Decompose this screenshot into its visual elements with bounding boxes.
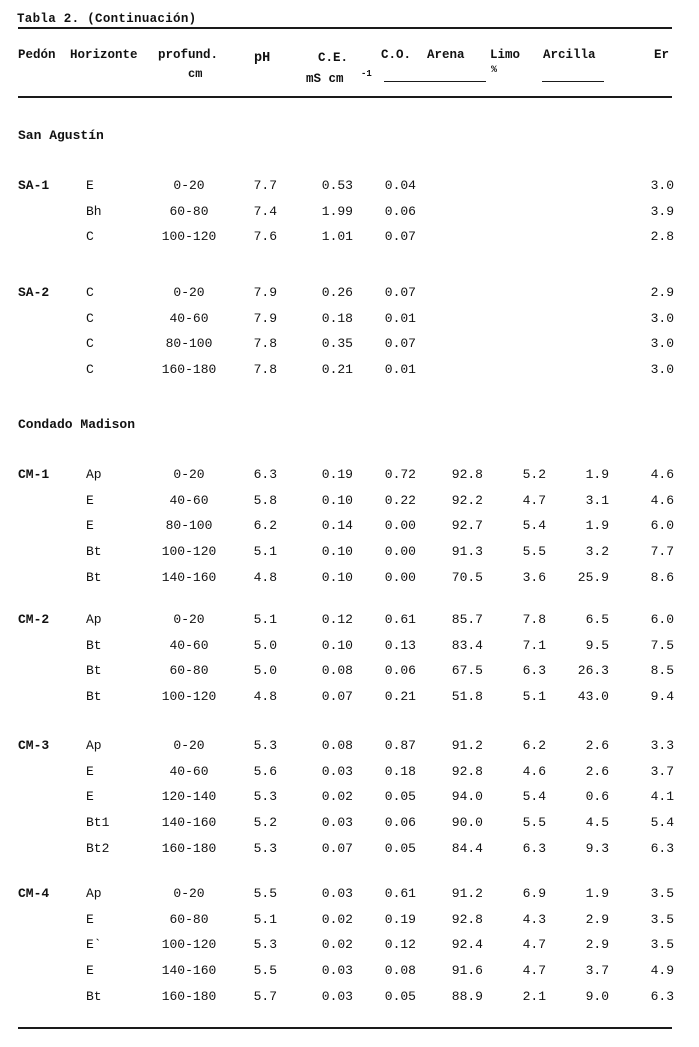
- cell-er: 2.8: [650, 229, 674, 245]
- cell-ce: 0.03: [321, 815, 353, 831]
- pedon-id: CM-2: [18, 612, 50, 627]
- cell-profund-text: 80-100: [165, 336, 213, 352]
- cell-co: 0.05: [384, 840, 416, 856]
- cell-ph: 5.3: [253, 840, 277, 856]
- table-row: [0, 638, 699, 658]
- cell-ce: 0.02: [321, 911, 353, 927]
- cell-horizonte: Bt: [86, 637, 102, 653]
- table-row: [0, 612, 699, 632]
- header-ce: C.E.: [318, 51, 349, 65]
- top-rule: [18, 27, 672, 29]
- cell-er: 7.5: [650, 637, 674, 653]
- cell-horizonte: Ap: [86, 612, 102, 627]
- cell-limo: 5.1: [522, 689, 546, 705]
- cell-co: 0.12: [384, 937, 416, 953]
- cell-profund-text: 120-140: [161, 789, 217, 805]
- cell-ce: 0.18: [321, 310, 353, 326]
- cell-ph: 5.3: [253, 937, 277, 953]
- cell-co: 0.22: [384, 492, 416, 508]
- cell-co: 0.05: [384, 789, 416, 805]
- cell-er: 3.0: [650, 362, 674, 378]
- cell-co: 0.00: [384, 518, 416, 534]
- cell-ce: 1.01: [321, 229, 353, 245]
- cell-profund-text: 40-60: [169, 763, 209, 779]
- header-arena: Arena: [427, 48, 465, 62]
- table-row: [0, 663, 699, 683]
- table-row: [0, 841, 699, 861]
- cell-ce: 0.10: [321, 492, 353, 508]
- header-horizonte: Horizonte: [70, 48, 138, 62]
- cell-horizonte: Bt: [86, 663, 102, 679]
- cell-ph: 5.8: [253, 492, 277, 508]
- cell-arcilla: 9.3: [585, 840, 609, 856]
- cell-ph: 5.2: [253, 815, 277, 831]
- cell-arcilla: 3.1: [585, 492, 609, 508]
- table-row: [0, 204, 699, 224]
- cell-horizonte: E: [86, 789, 94, 805]
- table-row: [0, 738, 699, 758]
- cell-profund-text: 0-20: [173, 178, 205, 193]
- cell-limo: 4.7: [522, 492, 546, 508]
- cell-arena: 51.8: [451, 689, 483, 705]
- header-percent: %: [491, 65, 498, 76]
- cell-arena: 91.6: [451, 963, 483, 979]
- cell-ph: 5.0: [253, 637, 277, 653]
- cell-profund-text: 100-120: [161, 544, 217, 560]
- cell-co: 0.07: [384, 285, 416, 300]
- cell-horizonte: E`: [86, 937, 102, 953]
- table-row: [0, 285, 699, 305]
- cell-er: 5.4: [650, 815, 674, 831]
- cell-horizonte: Bt: [86, 569, 102, 585]
- cell-er: 2.9: [650, 285, 674, 300]
- cell-ce: 0.10: [321, 544, 353, 560]
- cell-co: 0.06: [384, 203, 416, 219]
- cell-ce: 0.07: [321, 840, 353, 856]
- table-row: [0, 178, 699, 198]
- table-row: [0, 689, 699, 709]
- cell-co: 0.61: [384, 612, 416, 627]
- cell-co: 0.04: [384, 178, 416, 193]
- cell-ph: 4.8: [253, 689, 277, 705]
- cell-ce: 0.21: [321, 362, 353, 378]
- cell-ph: 5.6: [253, 763, 277, 779]
- cell-co: 0.05: [384, 988, 416, 1004]
- table-row: [0, 493, 699, 513]
- bottom-rule: [18, 1027, 672, 1029]
- cell-ce: 0.03: [321, 886, 353, 901]
- cell-arena: 92.4: [451, 937, 483, 953]
- cell-ce: 0.14: [321, 518, 353, 534]
- table-row: [0, 229, 699, 249]
- cell-profund-text: 0-20: [173, 738, 205, 753]
- table-title: Tabla 2. (Continuación): [17, 12, 197, 26]
- cell-profund-text: 100-120: [161, 229, 217, 245]
- table-row: [0, 886, 699, 906]
- table-row: [0, 467, 699, 487]
- cell-arena: 83.4: [451, 637, 483, 653]
- cell-horizonte: Ap: [86, 467, 102, 482]
- cell-co: 0.08: [384, 963, 416, 979]
- cell-ph: 4.8: [253, 569, 277, 585]
- cell-ce: 0.12: [321, 612, 353, 627]
- cell-horizonte: C: [86, 285, 94, 300]
- cell-horizonte: Bt: [86, 689, 102, 705]
- cell-limo: 5.4: [522, 789, 546, 805]
- cell-horizonte: Bh: [86, 203, 102, 219]
- cell-er: 3.5: [650, 937, 674, 953]
- cell-ph: 7.6: [253, 229, 277, 245]
- section-title-san-agustin: San Agustín: [18, 128, 104, 143]
- cell-profund-text: 60-80: [169, 911, 209, 927]
- cell-arcilla: 3.2: [585, 544, 609, 560]
- cell-profund-text: 60-80: [169, 203, 209, 219]
- cell-er: 4.1: [650, 789, 674, 805]
- cell-ph: 5.5: [253, 886, 277, 901]
- cell-ce: 0.03: [321, 988, 353, 1004]
- percent-underline-right: [542, 81, 604, 82]
- cell-er: 3.0: [650, 310, 674, 326]
- header-er: Er: [654, 48, 670, 62]
- cell-ce: 0.03: [321, 963, 353, 979]
- cell-profund-text: 40-60: [169, 637, 209, 653]
- cell-ph: 5.1: [253, 911, 277, 927]
- cell-ph: 7.7: [253, 178, 277, 193]
- cell-horizonte: C: [86, 229, 94, 245]
- cell-arcilla: 2.9: [585, 937, 609, 953]
- cell-ce: 0.53: [321, 178, 353, 193]
- cell-ph: 6.2: [253, 518, 277, 534]
- cell-horizonte: Ap: [86, 886, 102, 901]
- cell-limo: 7.1: [522, 637, 546, 653]
- cell-er: 4.6: [650, 492, 674, 508]
- cell-horizonte: E: [86, 492, 94, 508]
- cell-arena: 85.7: [451, 612, 483, 627]
- cell-profund-text: 160-180: [161, 988, 217, 1004]
- cell-er: 9.4: [650, 689, 674, 705]
- cell-co: 0.72: [384, 467, 416, 482]
- cell-arena: 70.5: [451, 569, 483, 585]
- pedon-id: CM-4: [18, 886, 50, 901]
- cell-co: 0.87: [384, 738, 416, 753]
- cell-profund-text: 160-180: [161, 362, 217, 378]
- cell-horizonte: Bt: [86, 544, 102, 560]
- cell-arena: 84.4: [451, 840, 483, 856]
- cell-ce: 0.08: [321, 738, 353, 753]
- header-ce-exponent: -1: [361, 69, 372, 79]
- cell-profund-text: 0-20: [173, 612, 205, 627]
- table-row: [0, 937, 699, 957]
- header-ce-unit: mS cm: [306, 72, 344, 86]
- cell-arcilla: 26.3: [577, 663, 609, 679]
- cell-horizonte: E: [86, 963, 94, 979]
- cell-co: 0.01: [384, 310, 416, 326]
- cell-limo: 4.7: [522, 937, 546, 953]
- cell-limo: 6.3: [522, 663, 546, 679]
- cell-arcilla: 4.5: [585, 815, 609, 831]
- cell-profund-text: 140-160: [161, 569, 217, 585]
- cell-horizonte: E: [86, 178, 94, 193]
- section-title-condado-madison: Condado Madison: [18, 417, 136, 432]
- cell-limo: 6.2: [522, 738, 546, 753]
- pedon-id: SA-1: [18, 178, 50, 193]
- cell-profund-text: 140-160: [161, 963, 217, 979]
- cell-co: 0.61: [384, 886, 416, 901]
- table-row: [0, 544, 699, 564]
- cell-ce: 0.08: [321, 663, 353, 679]
- cell-er: 6.0: [650, 518, 674, 534]
- cell-er: 3.9: [650, 203, 674, 219]
- cell-arena: 91.2: [451, 738, 483, 753]
- cell-ce: 0.26: [321, 285, 353, 300]
- cell-arena: 92.7: [451, 518, 483, 534]
- cell-ce: 0.10: [321, 569, 353, 585]
- cell-arcilla: 6.5: [585, 612, 609, 627]
- cell-arcilla: 2.9: [585, 911, 609, 927]
- cell-horizonte: C: [86, 362, 94, 378]
- cell-limo: 2.1: [522, 988, 546, 1004]
- cell-limo: 4.3: [522, 911, 546, 927]
- cell-er: 8.6: [650, 569, 674, 585]
- cell-co: 0.01: [384, 362, 416, 378]
- cell-er: 7.7: [650, 544, 674, 560]
- cell-er: 4.9: [650, 963, 674, 979]
- cell-er: 3.7: [650, 763, 674, 779]
- cell-limo: 5.2: [522, 467, 546, 482]
- cell-ce: 0.02: [321, 937, 353, 953]
- cell-profund-text: 100-120: [161, 937, 217, 953]
- cell-ph: 5.3: [253, 789, 277, 805]
- cell-ph: 5.3: [253, 738, 277, 753]
- cell-er: 3.0: [650, 336, 674, 352]
- cell-horizonte: C: [86, 336, 94, 352]
- table-row: [0, 989, 699, 1009]
- cell-ph: 7.4: [253, 203, 277, 219]
- cell-horizonte: E: [86, 518, 94, 534]
- table-row: [0, 963, 699, 983]
- cell-limo: 5.5: [522, 544, 546, 560]
- cell-ph: 7.8: [253, 362, 277, 378]
- cell-er: 6.0: [650, 612, 674, 627]
- cell-arcilla: 9.5: [585, 637, 609, 653]
- cell-co: 0.07: [384, 229, 416, 245]
- cell-profund-text: 0-20: [173, 285, 205, 300]
- pedon-id: CM-3: [18, 738, 50, 753]
- cell-co: 0.18: [384, 763, 416, 779]
- cell-co: 0.19: [384, 911, 416, 927]
- cell-er: 3.5: [650, 886, 674, 901]
- cell-horizonte: C: [86, 310, 94, 326]
- cell-limo: 7.8: [522, 612, 546, 627]
- cell-limo: 6.9: [522, 886, 546, 901]
- cell-limo: 3.6: [522, 569, 546, 585]
- cell-arena: 67.5: [451, 663, 483, 679]
- cell-arcilla: 9.0: [585, 988, 609, 1004]
- cell-limo: 4.6: [522, 763, 546, 779]
- cell-ph: 7.9: [253, 310, 277, 326]
- cell-co: 0.00: [384, 569, 416, 585]
- cell-horizonte: E: [86, 911, 94, 927]
- cell-arena: 91.2: [451, 886, 483, 901]
- cell-arena: 92.2: [451, 492, 483, 508]
- cell-arcilla: 3.7: [585, 963, 609, 979]
- cell-arcilla: 43.0: [577, 689, 609, 705]
- cell-er: 8.5: [650, 663, 674, 679]
- cell-ph: 5.5: [253, 963, 277, 979]
- cell-limo: 5.4: [522, 518, 546, 534]
- cell-arena: 92.8: [451, 911, 483, 927]
- cell-horizonte: Bt1: [86, 815, 110, 831]
- cell-profund-text: 80-100: [165, 518, 213, 534]
- cell-co: 0.06: [384, 815, 416, 831]
- table-row: [0, 570, 699, 590]
- cell-ph: 5.0: [253, 663, 277, 679]
- cell-er: 3.5: [650, 911, 674, 927]
- cell-arena: 92.8: [451, 763, 483, 779]
- cell-ce: 0.03: [321, 763, 353, 779]
- cell-arena: 88.9: [451, 988, 483, 1004]
- cell-ph: 7.9: [253, 285, 277, 300]
- cell-horizonte: E: [86, 763, 94, 779]
- cell-profund-text: 0-20: [173, 886, 205, 901]
- pedon-id: SA-2: [18, 285, 50, 300]
- cell-ce: 0.07: [321, 689, 353, 705]
- cell-co: 0.06: [384, 663, 416, 679]
- cell-co: 0.21: [384, 689, 416, 705]
- pedon-id: CM-1: [18, 467, 50, 482]
- cell-ce: 0.10: [321, 637, 353, 653]
- cell-limo: 4.7: [522, 963, 546, 979]
- cell-profund-text: 0-20: [173, 467, 205, 482]
- cell-profund-text: 140-160: [161, 815, 217, 831]
- cell-ph: 5.7: [253, 988, 277, 1004]
- percent-underline-left: [384, 81, 486, 82]
- cell-arcilla: 25.9: [577, 569, 609, 585]
- cell-limo: 6.3: [522, 840, 546, 856]
- cell-er: 6.3: [650, 840, 674, 856]
- cell-arcilla: 0.6: [585, 789, 609, 805]
- cell-arcilla: 1.9: [585, 467, 609, 482]
- cell-ce: 0.35: [321, 336, 353, 352]
- cell-arcilla: 2.6: [585, 738, 609, 753]
- header-ph: pH: [254, 51, 271, 66]
- table-row: [0, 764, 699, 784]
- cell-arcilla: 2.6: [585, 763, 609, 779]
- table-row: [0, 815, 699, 835]
- table-row: [0, 789, 699, 809]
- cell-er: 3.3: [650, 738, 674, 753]
- header-cm: cm: [188, 67, 203, 81]
- cell-ce: 0.02: [321, 789, 353, 805]
- header-profund: profund.: [158, 48, 219, 62]
- cell-ce: 1.99: [321, 203, 353, 219]
- cell-profund-text: 160-180: [161, 840, 217, 856]
- table-row: [0, 311, 699, 331]
- table-row: [0, 912, 699, 932]
- cell-horizonte: Ap: [86, 738, 102, 753]
- cell-ph: 5.1: [253, 612, 277, 627]
- cell-arcilla: 1.9: [585, 886, 609, 901]
- cell-profund-text: 40-60: [169, 310, 209, 326]
- cell-arena: 90.0: [451, 815, 483, 831]
- cell-arena: 94.0: [451, 789, 483, 805]
- header-co: C.O.: [381, 48, 412, 62]
- cell-er: 3.0: [650, 178, 674, 193]
- cell-er: 4.6: [650, 467, 674, 482]
- header-rule: [18, 96, 672, 98]
- cell-profund-text: 60-80: [169, 663, 209, 679]
- cell-arena: 91.3: [451, 544, 483, 560]
- table-row: [0, 518, 699, 538]
- cell-ce: 0.19: [321, 467, 353, 482]
- cell-profund-text: 40-60: [169, 492, 209, 508]
- cell-ph: 7.8: [253, 336, 277, 352]
- cell-ph: 6.3: [253, 467, 277, 482]
- cell-profund-text: 100-120: [161, 689, 217, 705]
- cell-horizonte: Bt: [86, 988, 102, 1004]
- cell-horizonte: Bt2: [86, 840, 110, 856]
- cell-er: 6.3: [650, 988, 674, 1004]
- cell-ph: 5.1: [253, 544, 277, 560]
- header-limo: Limo: [490, 48, 521, 62]
- cell-arena: 92.8: [451, 467, 483, 482]
- cell-arcilla: 1.9: [585, 518, 609, 534]
- header-pedon: Pedón: [18, 48, 56, 62]
- cell-co: 0.13: [384, 637, 416, 653]
- cell-co: 0.00: [384, 544, 416, 560]
- cell-co: 0.07: [384, 336, 416, 352]
- cell-limo: 5.5: [522, 815, 546, 831]
- table-row: [0, 362, 699, 382]
- header-arcilla: Arcilla: [543, 48, 596, 62]
- table-row: [0, 336, 699, 356]
